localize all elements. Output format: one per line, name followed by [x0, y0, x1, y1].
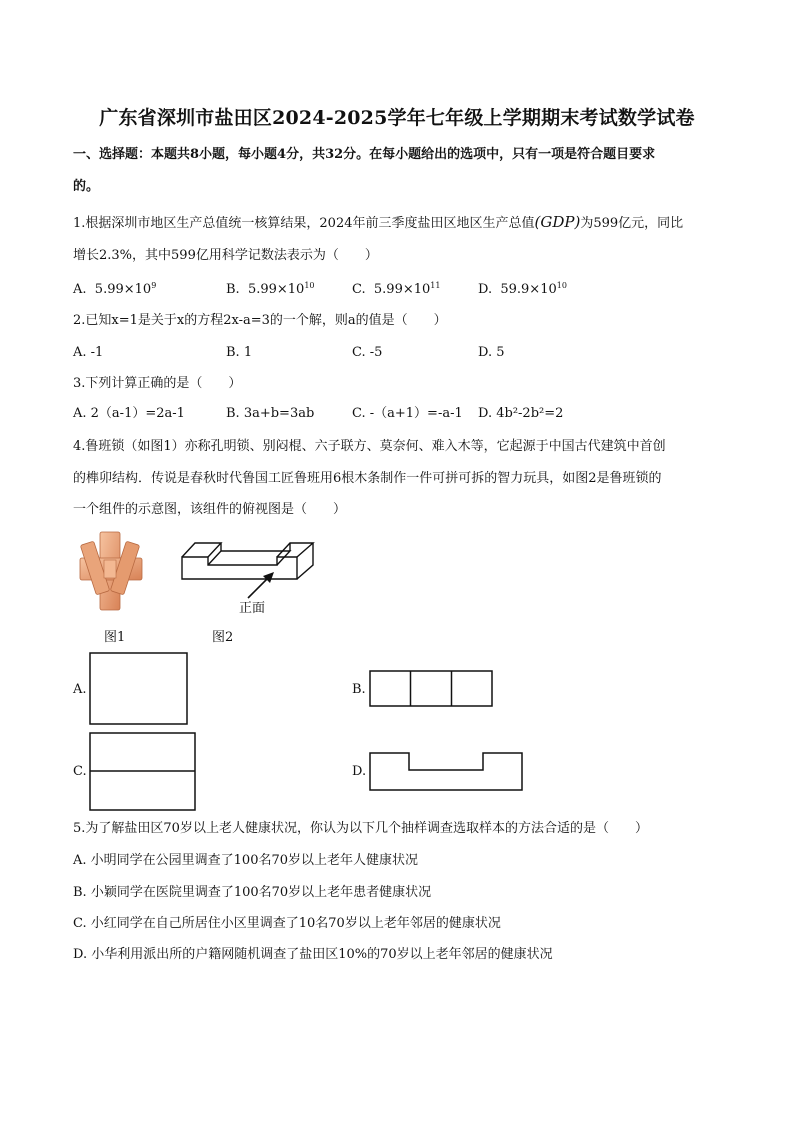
fig2-caption: 图2	[212, 630, 234, 645]
q5-stem: 5.为了解盐田区70岁以上老人健康状况，你认为以下几个抽样调查选取样本的方法合适的是（ ）	[73, 821, 648, 836]
q3-option-a[interactable]: A. 2（a-1）=2a-1	[73, 406, 185, 421]
q5-option-c[interactable]: C. 小红同学在自己所居住小区里调查了10名70岁以上老年邻居的健康状况	[73, 916, 501, 931]
q1-option-c[interactable]: C. $5.99\times 10^{11}$	[352, 281, 441, 297]
q5-option-d[interactable]: D. 小华利用派出所的户籍网随机调查了盐田区10%的70岁以上老年邻居的健康状况	[73, 947, 553, 962]
q1-option-b[interactable]: B. $5.99\times 10^{10}$	[226, 281, 315, 297]
q4-option-b-figure[interactable]	[369, 670, 494, 708]
q2-stem: 2.已知x=1是关于x的方程2x-a=3的一个解，则a的值是（ ）	[73, 313, 447, 328]
page-title: 广东省深圳市盐田区2024-2025学年七年级上学期期末考试数学试卷	[99, 107, 695, 129]
q4-stem-line3: 一个组件的示意图，该组件的俯视图是（ ）	[73, 502, 347, 517]
q1-stem-line2: 增长2.3%，其中599亿用科学记数法表示为（ ）	[73, 248, 378, 263]
section-heading-line2: 的。	[73, 179, 100, 194]
q1-option-d[interactable]: D. $59.9\times 10^{10}$	[478, 281, 567, 297]
q2-option-b[interactable]: B. 1	[226, 345, 253, 360]
q1-stem-line1: 1.根据深圳市地区生产总值统一核算结果，2024年前三季度盐田区地区生产总值(GDP)为599亿元，同比	[73, 213, 684, 231]
q3-option-b[interactable]: B. 3a+b=3ab	[226, 406, 315, 421]
q4-stem-line1: 4.鲁班锁（如图1）亦称孔明锁、别闷棍、六子联方、莫奈何、难入木等，它起源于中国古代建筑中首创	[73, 439, 666, 454]
component-sketch	[180, 540, 320, 600]
q2-option-d[interactable]: D. 5	[478, 345, 505, 360]
q3-option-c[interactable]: C. -（a+1）=-a-1	[352, 406, 463, 421]
q4-option-a-figure[interactable]	[89, 652, 189, 726]
q4-option-d-label[interactable]: D.	[352, 764, 367, 779]
q4-option-a-label[interactable]: A.	[73, 682, 87, 697]
q4-option-d-figure[interactable]	[369, 752, 524, 792]
front-label: 正面	[239, 601, 266, 616]
section-heading-line1: 一、选择题：本题共8小题，每小题4分，共32分。在每小题给出的选项中，只有一项是符合题目要求	[73, 147, 656, 162]
fig1-caption: 图1	[104, 630, 126, 645]
q4-option-c-figure[interactable]	[89, 732, 197, 812]
q3-stem: 3.下列计算正确的是（ ）	[73, 376, 242, 391]
q2-option-c[interactable]: C. -5	[352, 345, 383, 360]
q4-option-b-label[interactable]: B.	[352, 682, 366, 697]
q3-option-d[interactable]: D. 4b²-2b²=2	[478, 406, 564, 421]
q4-option-c-label[interactable]: C.	[73, 764, 87, 779]
q1-option-a[interactable]: A. $5.99\times 10^9$	[73, 281, 157, 297]
luban-lock-image	[78, 530, 144, 612]
q5-option-b[interactable]: B. 小颖同学在医院里调查了100名70岁以上老年患者健康状况	[73, 885, 432, 900]
q5-option-a[interactable]: A. 小明同学在公园里调查了100名70岁以上老年人健康状况	[73, 853, 419, 868]
q4-stem-line2: 的榫卯结构．传说是春秋时代鲁国工匠鲁班用6根木条制作一件可拼可拆的智力玩具，如图2是鲁班锁的	[73, 471, 662, 486]
q2-option-a[interactable]: A. -1	[73, 345, 104, 360]
